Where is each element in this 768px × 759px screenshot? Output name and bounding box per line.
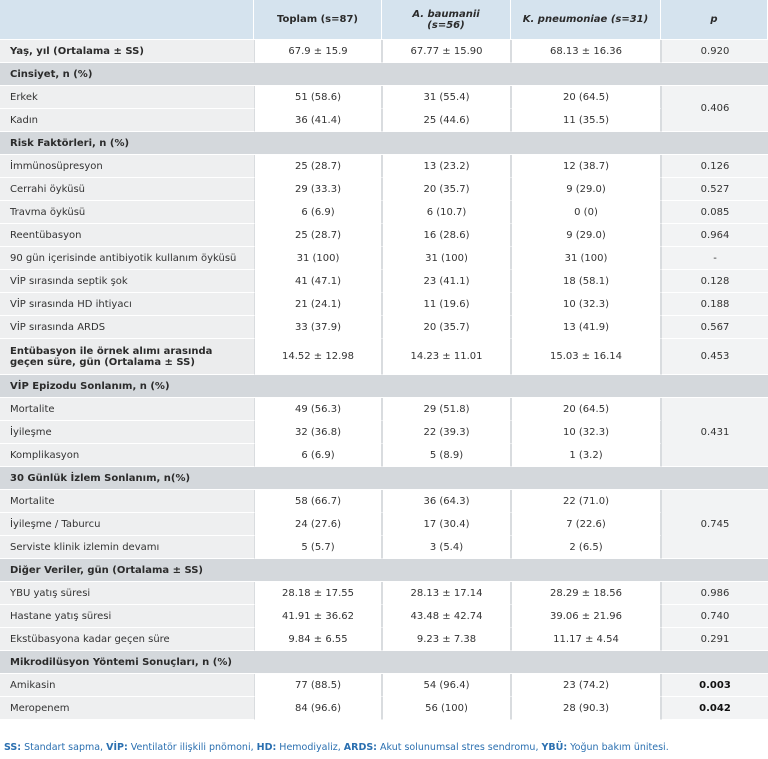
header-a-baumanii: A. baumanii (s=56) <box>382 0 511 40</box>
row-label: Entübasyon ile örnek alımı arasında geçen süre, gün (Ortalama ± SS) <box>0 339 254 375</box>
row-label: İyileşme / Taburcu <box>0 513 254 536</box>
cell-value: 10 (32.3) <box>511 421 661 444</box>
cell-value: 22 (71.0) <box>511 490 661 513</box>
section-title: Risk Faktörleri, n (%) <box>0 132 768 155</box>
cell-value: 84 (96.6) <box>254 697 382 720</box>
p-value: 0.126 <box>661 155 768 178</box>
footnote-text: Ventilatör ilişkili pnömoni, <box>127 742 257 753</box>
footnote-abbr: ARDS: <box>343 742 377 753</box>
cell-value: 2 (6.5) <box>511 536 661 559</box>
row-label: Amikasin <box>0 674 254 697</box>
cell-value: 11 (35.5) <box>511 109 661 132</box>
section-title: 30 Günlük İzlem Sonlanım, n(%) <box>0 467 768 490</box>
cell-value: 1 (3.2) <box>511 444 661 467</box>
cell-value: 6 (6.9) <box>254 444 382 467</box>
table-row <box>0 398 768 421</box>
p-value: 0.740 <box>661 605 768 628</box>
cell-value: 20 (35.7) <box>382 316 511 339</box>
cell-value: 20 (64.5) <box>511 398 661 421</box>
cell-value: 21 (24.1) <box>254 293 382 316</box>
p-value: 0.567 <box>661 316 768 339</box>
p-value: 0.964 <box>661 224 768 247</box>
table-row <box>0 178 768 201</box>
cell-value: 3 (5.4) <box>382 536 511 559</box>
table-row <box>0 536 768 559</box>
cell-value: 20 (64.5) <box>511 86 661 109</box>
footnote-text: Akut solunumsal stres sendromu, <box>376 742 542 753</box>
cell-value: 6 (10.7) <box>382 201 511 224</box>
cell-value: 5 (8.9) <box>382 444 511 467</box>
header-total: Toplam (s=87) <box>254 0 382 40</box>
row-label: Ekstübasyona kadar geçen süre <box>0 628 254 651</box>
table-row <box>0 513 768 536</box>
footnote <box>4 742 669 753</box>
cell-value: 58 (66.7) <box>254 490 382 513</box>
cell-value: 31 (100) <box>382 247 511 270</box>
p-value: 0.085 <box>661 201 768 224</box>
footnote-text: Yoğun bakım ünitesi. <box>567 742 669 753</box>
cell-value: 31 (55.4) <box>382 86 511 109</box>
cell-value: 51 (58.6) <box>254 86 382 109</box>
row-label: Erkek <box>0 86 254 109</box>
table-row <box>0 674 768 697</box>
cell-value: 41.91 ± 36.62 <box>254 605 382 628</box>
row-label: VİP sırasında HD ihtiyacı <box>0 293 254 316</box>
cell-value: 41 (47.1) <box>254 270 382 293</box>
cell-value: 16 (28.6) <box>382 224 511 247</box>
cell-value: 32 (36.8) <box>254 421 382 444</box>
row-label: Komplikasyon <box>0 444 254 467</box>
table-row <box>0 201 768 224</box>
cell-value: 33 (37.9) <box>254 316 382 339</box>
p-value: 0.745 <box>661 490 768 559</box>
section-title: Diğer Veriler, gün (Ortalama ± SS) <box>0 559 768 582</box>
cell-value: 24 (27.6) <box>254 513 382 536</box>
table-row <box>0 628 768 651</box>
cell-value: 5 (5.7) <box>254 536 382 559</box>
row-label: Meropenem <box>0 697 254 720</box>
cell-value: 28.29 ± 18.56 <box>511 582 661 605</box>
row-label: İmmünosüpresyon <box>0 155 254 178</box>
footnote-abbr: HD: <box>256 742 277 753</box>
section-header-gender <box>0 63 768 86</box>
header-row <box>0 0 768 40</box>
p-value: 0.527 <box>661 178 768 201</box>
cell-value: 15.03 ± 16.14 <box>511 339 661 375</box>
footnote-abbr: YBÜ: <box>541 742 568 753</box>
table-row-intubation <box>0 339 768 375</box>
section-header-followup <box>0 467 768 490</box>
row-label: 90 gün içerisinde antibiyotik kullanım öyküsü <box>0 247 254 270</box>
p-value: 0.431 <box>661 398 768 467</box>
footnote-text: Standart sapma, <box>21 742 107 753</box>
cell-value: 29 (33.3) <box>254 178 382 201</box>
table-row <box>0 247 768 270</box>
cell-value: 9.23 ± 7.38 <box>382 628 511 651</box>
cell-value: 12 (38.7) <box>511 155 661 178</box>
cell-value: 11.17 ± 4.54 <box>511 628 661 651</box>
cell-value: 43.48 ± 42.74 <box>382 605 511 628</box>
cell-value: 14.52 ± 12.98 <box>254 339 382 375</box>
table-row <box>0 224 768 247</box>
p-value: 0.986 <box>661 582 768 605</box>
p-value: 0.920 <box>661 40 768 63</box>
row-label: Travma öyküsü <box>0 201 254 224</box>
cell-value: 13 (41.9) <box>511 316 661 339</box>
table-row <box>0 421 768 444</box>
section-header-vip <box>0 375 768 398</box>
cell-value: 49 (56.3) <box>254 398 382 421</box>
cell-value: 25 (44.6) <box>382 109 511 132</box>
p-value: - <box>661 247 768 270</box>
row-label: VİP sırasında septik şok <box>0 270 254 293</box>
table-row <box>0 697 768 720</box>
cell-value: 77 (88.5) <box>254 674 382 697</box>
p-value: 0.406 <box>661 86 768 132</box>
table-row <box>0 270 768 293</box>
cell-value: 22 (39.3) <box>382 421 511 444</box>
cell-value: 17 (30.4) <box>382 513 511 536</box>
row-label: Mortalite <box>0 398 254 421</box>
row-label: Yaş, yıl (Ortalama ± SS) <box>0 40 254 63</box>
cell-value: 54 (96.4) <box>382 674 511 697</box>
cell-value: 28.13 ± 17.14 <box>382 582 511 605</box>
cell-value: 0 (0) <box>511 201 661 224</box>
header-empty-cell <box>0 0 254 40</box>
cell-value: 13 (23.2) <box>382 155 511 178</box>
row-label: Cerrahi öyküsü <box>0 178 254 201</box>
header-k-pneumoniae: K. pneumoniae (s=31) <box>511 0 661 40</box>
table-row <box>0 316 768 339</box>
cell-value: 9 (29.0) <box>511 224 661 247</box>
table-row <box>0 86 768 109</box>
footnote-abbr: SS: <box>4 742 22 753</box>
table-row <box>0 109 768 132</box>
header-p: p <box>661 0 768 40</box>
cell-value: 14.23 ± 11.01 <box>382 339 511 375</box>
p-value: 0.042 <box>661 697 768 720</box>
cell-value: 56 (100) <box>382 697 511 720</box>
cell-value: 31 (100) <box>254 247 382 270</box>
cell-value: 31 (100) <box>511 247 661 270</box>
p-value: 0.291 <box>661 628 768 651</box>
cell-value: 25 (28.7) <box>254 155 382 178</box>
cell-value: 29 (51.8) <box>382 398 511 421</box>
table-row <box>0 582 768 605</box>
cell-value: 28.18 ± 17.55 <box>254 582 382 605</box>
row-label: İyileşme <box>0 421 254 444</box>
table-row <box>0 155 768 178</box>
row-label: Serviste klinik izlemin devamı <box>0 536 254 559</box>
p-value: 0.453 <box>661 339 768 375</box>
footnote-abbr: VİP: <box>106 742 128 753</box>
row-label: Reentübasyon <box>0 224 254 247</box>
section-title: Mikrodilüsyon Yöntemi Sonuçları, n (%) <box>0 651 768 674</box>
cell-value: 23 (74.2) <box>511 674 661 697</box>
cell-value: 36 (64.3) <box>382 490 511 513</box>
cell-value: 28 (90.3) <box>511 697 661 720</box>
row-label: Hastane yatış süresi <box>0 605 254 628</box>
cell-value: 25 (28.7) <box>254 224 382 247</box>
cell-value: 68.13 ± 16.36 <box>511 40 661 63</box>
cell-value: 11 (19.6) <box>382 293 511 316</box>
cell-value: 23 (41.1) <box>382 270 511 293</box>
table-row-age <box>0 40 768 63</box>
table-row <box>0 605 768 628</box>
section-header-risk <box>0 132 768 155</box>
table-row <box>0 444 768 467</box>
cell-value: 67.9 ± 15.9 <box>254 40 382 63</box>
table-row <box>0 293 768 316</box>
footnote-text: Hemodiyaliz, <box>276 742 344 753</box>
row-label: VİP sırasında ARDS <box>0 316 254 339</box>
row-label: YBU yatış süresi <box>0 582 254 605</box>
row-label: Kadın <box>0 109 254 132</box>
p-value: 0.128 <box>661 270 768 293</box>
cell-value: 36 (41.4) <box>254 109 382 132</box>
section-header-micro <box>0 651 768 674</box>
cell-value: 7 (22.6) <box>511 513 661 536</box>
table-row <box>0 490 768 513</box>
section-title: Cinsiyet, n (%) <box>0 63 768 86</box>
cell-value: 9.84 ± 6.55 <box>254 628 382 651</box>
p-value: 0.188 <box>661 293 768 316</box>
row-label: Mortalite <box>0 490 254 513</box>
cell-value: 10 (32.3) <box>511 293 661 316</box>
p-value: 0.003 <box>661 674 768 697</box>
section-header-other <box>0 559 768 582</box>
section-title: VİP Epizodu Sonlanım, n (%) <box>0 375 768 398</box>
cell-value: 6 (6.9) <box>254 201 382 224</box>
cell-value: 39.06 ± 21.96 <box>511 605 661 628</box>
cell-value: 9 (29.0) <box>511 178 661 201</box>
cell-value: 18 (58.1) <box>511 270 661 293</box>
cell-value: 20 (35.7) <box>382 178 511 201</box>
cell-value: 67.77 ± 15.90 <box>382 40 511 63</box>
